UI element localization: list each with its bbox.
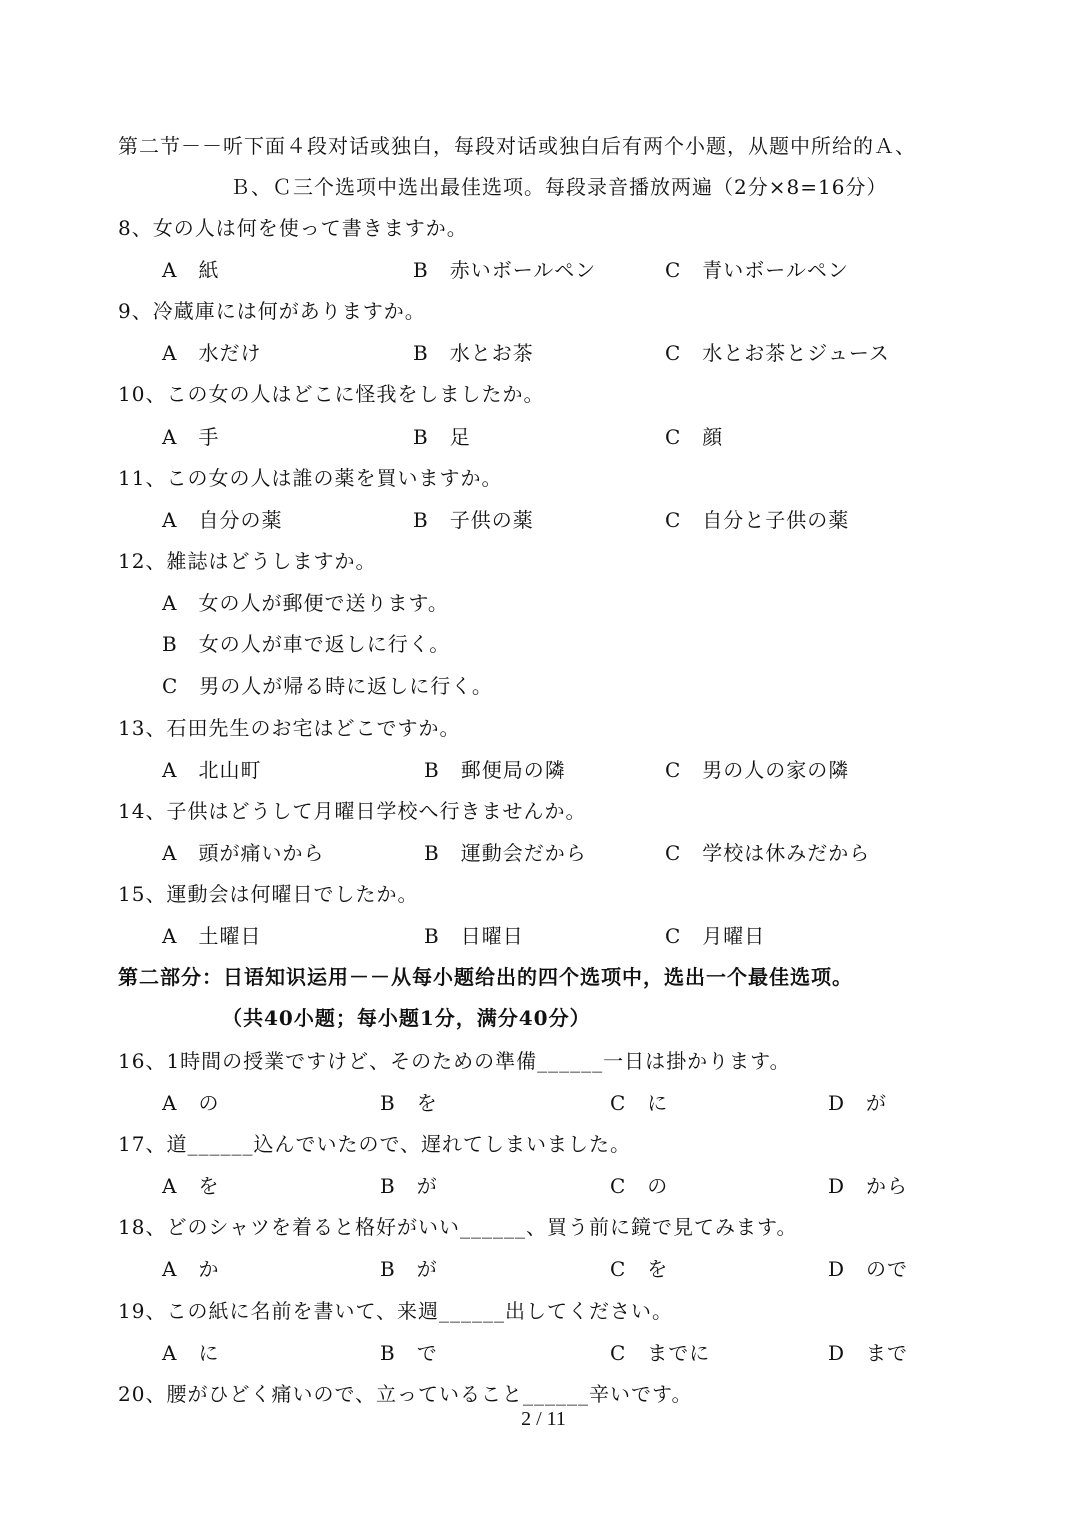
q17-option-a: A を [162, 1174, 220, 1198]
q19-option-c: C までに [610, 1341, 711, 1365]
q16-option-c: C に [610, 1091, 669, 1115]
question-10: 10、この女の人はどこに怪我をしましたか。 [118, 382, 545, 406]
question-19: 19、この紙に名前を書いて、来週______出してください。 [118, 1299, 674, 1323]
q19-option-b: B で [380, 1341, 438, 1365]
question-14: 14、子供はどうして月曜日学校へ行きませんか。 [118, 799, 587, 823]
q9-option-b: B 水とお茶 [413, 341, 534, 365]
q17-option-d: D から [828, 1174, 909, 1198]
q18-option-c: C を [610, 1257, 669, 1281]
question-12: 12、雑誌はどうしますか。 [118, 549, 377, 573]
q11-option-b: B 子供の薬 [413, 508, 534, 532]
q14-option-a: A 頭が痛いから [162, 841, 325, 865]
question-13: 13、石田先生のお宅はどこですか。 [118, 716, 461, 740]
question-15: 15、運動会は何曜日でしたか。 [118, 882, 419, 906]
q16-option-b: B を [380, 1091, 438, 1115]
q18-option-b: B が [380, 1257, 438, 1281]
q19-option-d: D まで [828, 1341, 909, 1365]
q13-option-b: B 郵便局の隣 [424, 758, 566, 782]
q15-option-a: A 土曜日 [162, 924, 262, 948]
question-18: 18、どのシャツを着ると格好がいい______、買う前に鏡で見てみます。 [118, 1215, 798, 1239]
q10-option-b: B 足 [413, 425, 471, 449]
q14-option-c: C 学校は休みだから [665, 841, 871, 865]
question-20: 20、腰がひどく痛いので、立っていること______辛いです。 [118, 1382, 693, 1406]
part2-subheading: （共40小题；每小题1分，满分40分） [222, 1006, 591, 1030]
part2-heading: 第二部分：日语知识运用－－从每小题给出的四个选项中，选出一个最佳选项。 [118, 965, 853, 989]
q10-option-c: C 顔 [665, 425, 724, 449]
q18-option-d: D ので [828, 1257, 909, 1281]
question-11: 11、この女の人は誰の薬を買いますか。 [118, 466, 503, 490]
q9-option-a: A 水だけ [162, 341, 262, 365]
page-number: 2 / 11 [521, 1408, 566, 1430]
q15-option-c: C 月曜日 [665, 924, 766, 948]
question-16: 16、1時間の授業ですけど、そのための準備______一日は掛かります。 [118, 1049, 791, 1073]
q10-option-a: A 手 [162, 425, 220, 449]
section2-instruction-line1: 第二节－－听下面４段对话或独白，每段对话或独白后有两个小题，从题中所给的Ａ、 [118, 134, 916, 158]
section2-instruction-line2: Ｂ、Ｃ三个选项中选出最佳选项。每段录音播放两遍（2分×8=16分） [230, 175, 888, 199]
q14-option-b: B 運動会だから [424, 841, 587, 865]
q13-option-c: C 男の人の家の隣 [665, 758, 850, 782]
q8-option-b: B 赤いボールペン [413, 258, 597, 282]
q18-option-a: A か [162, 1257, 220, 1281]
question-8: 8、女の人は何を使って書きますか。 [118, 216, 468, 240]
q12-option-a: A 女の人が郵便で送ります。 [162, 591, 449, 615]
q9-option-c: C 水とお茶とジュース [665, 341, 890, 365]
q12-option-b: B 女の人が車で返しに行く。 [162, 632, 451, 656]
q16-option-a: A の [162, 1091, 220, 1115]
q12-option-c: C 男の人が帰る時に返しに行く。 [162, 674, 493, 698]
q8-option-c: C 青いボールペン [665, 258, 849, 282]
question-17: 17、道______込んでいたので、遅れてしまいました。 [118, 1132, 632, 1156]
q11-option-a: A 自分の薬 [162, 508, 283, 532]
q16-option-d: D が [828, 1091, 888, 1115]
q19-option-a: A に [162, 1341, 220, 1365]
q17-option-c: C の [610, 1174, 669, 1198]
q11-option-c: C 自分と子供の薬 [665, 508, 850, 532]
q15-option-b: B 日曜日 [424, 924, 524, 948]
q17-option-b: B が [380, 1174, 438, 1198]
q13-option-a: A 北山町 [162, 758, 262, 782]
question-9: 9、冷蔵庫には何がありますか。 [118, 299, 426, 323]
q8-option-a: A 紙 [162, 258, 220, 282]
